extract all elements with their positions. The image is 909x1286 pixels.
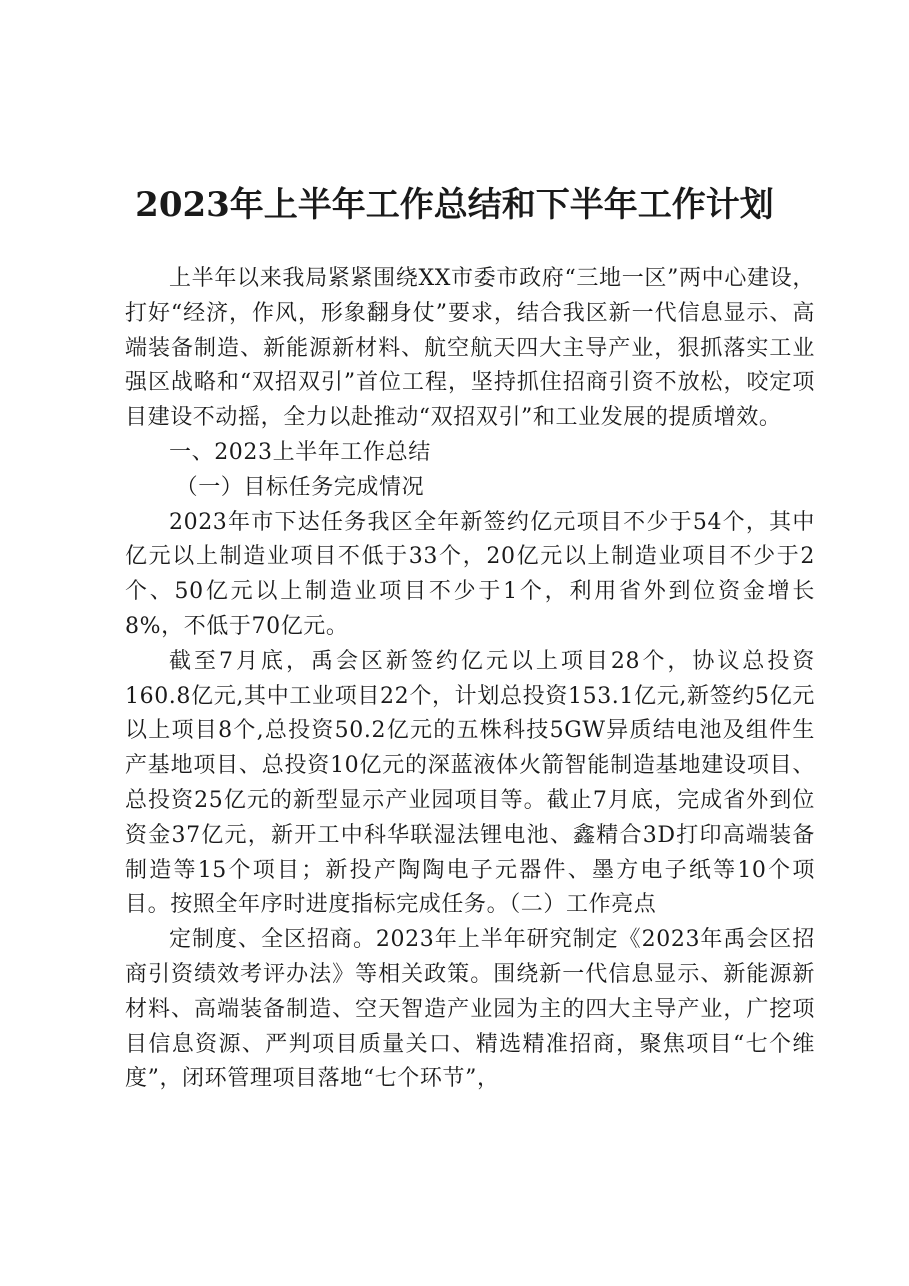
subsection-heading: （一）目标任务完成情况 [175,474,425,500]
document-title: 2023年上半年工作总结和下半年工作计划 [135,185,774,225]
highlights-paragraph: 定制度、全区招商。2023年上半年研究制定《2023年禹会区招商引资绩效考评办法》等相关政策。围绕新一代信息显示、新能源新材料、高端装备制造、空天智造产业园为主的四大主导产业，广挖项目信息资源、严判项目质量关口、精选精准招商，聚焦项目“七个维度”，闭环管理项目落地“七个环节”， [125,927,815,1092]
document-body [125,262,815,1097]
section-heading: 一、2023上半年工作总结 [169,439,431,465]
targets-paragraph: 2023年市下达任务我区全年新签约亿元项目不少于54个，其中亿元以上制造业项目不低于33个，20亿元以上制造业项目不少于2个、50亿元以上制造业项目不少于1个，利用省外到位资金增长8%，不低于70亿元。 [125,509,815,639]
intro-paragraph: 上半年以来我局紧紧围绕XX市委市政府“三地一区”两中心建设，打好“经济，作风，形象翻身仗”要求，结合我区新一代信息显示、高端装备制造、新能源新材料、航空航天四大主导产业，狠抓落实工业强区战略和“双招双引”首位工程，坚持抓住招商引资不放松，咬定项目建设不动摇，全力以赴推动“双招双引”和工业发展的提质增效。 [125,266,815,431]
progress-paragraph: 截至7月底，禹会区新签约亿元以上项目28个，协议总投资160.8亿元,其中工业项目22个，计划总投资153.1亿元,新签约5亿元以上项目8个,总投资50.2亿元的五株科技5GW异质结电池及组件生产基地项目、总投资10亿元的深蓝液体火箭智能制造基地建设项目、总投资25亿元的新型显示产业园项目等。截止7月底，完成省外到位资金37亿元，新开工中科华联湿法锂电池、鑫精合3D打印高端装备制造等15个项目；新投产陶陶电子元器件、墨方电子纸等10个项目。按照全年序时进度指标完成任务。（二）工作亮点 [125,648,815,918]
